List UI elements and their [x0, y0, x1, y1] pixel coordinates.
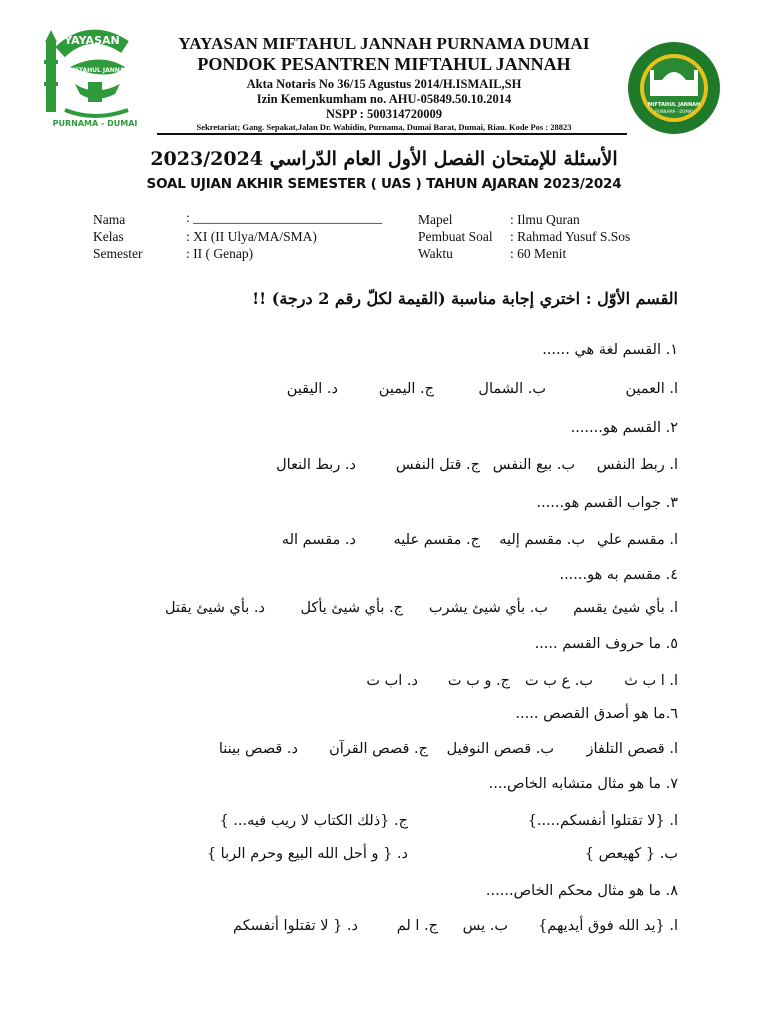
q8-option-b: ب. يس — [462, 918, 508, 934]
q6-option-b: ب. قصص النوفيل — [446, 741, 554, 757]
q5-option-d: د. اب ت — [366, 673, 418, 689]
pembuat-label: Pembuat Soal — [418, 229, 493, 244]
question-6: ٦.ما هو أصدق القصص ..... — [515, 706, 678, 722]
q4-option-d: د. بأي شيئ يقتل — [164, 600, 265, 616]
address-line: Sekretariat; Gang. Sepakat,Jalan Dr. Wahidin, Purnama, Dumai Barat, Dumai, Riau. Kode Pos : 28823 — [196, 122, 572, 132]
logo-inner-text: MIFTAHUL JANNAH — [647, 102, 701, 108]
question-4: ٤. مقسم به هو...... — [559, 567, 678, 583]
q2-option-d: د. ربط النعال — [276, 457, 356, 473]
q1-option-d: د. اليقين — [286, 381, 338, 397]
q5-option-c: ج. و ب ت — [447, 673, 510, 689]
question-2: ٢. القسم هو....... — [570, 420, 678, 436]
foundation-name: YAYASAN MIFTAHUL JANNAH PURNAMA DUMAI — [178, 34, 590, 53]
exam-title-arabic: الأسئلة للإمتحان الفصل الأول العام الدّراسي 2023/2024 — [150, 148, 618, 170]
question-1: ١. القسم لغة هي ...... — [542, 342, 678, 358]
nama-value: : ____________________________ — [186, 210, 383, 225]
pembuat-value: : Rahmad Yusuf S.Sos — [510, 229, 631, 244]
q7-option-d: د. { و أحل الله البيع وحرم الربا } — [206, 846, 408, 862]
q2-option-c: ج. قتل النفس — [395, 457, 480, 473]
q6-option-d: د. قصص بيننا — [218, 741, 298, 757]
permit-line: Izin Kemenkumham no. AHU-05849.50.10.2014 — [256, 92, 512, 106]
q5-option-b: ب. ع ب ت — [524, 673, 593, 689]
question-5: ٥. ما حروف القسم ..... — [534, 636, 678, 652]
school-name: PONDOK PESANTREN MIFTAHUL JANNAH — [197, 54, 571, 74]
exam-title-english: SOAL UJIAN AKHIR SEMESTER ( UAS ) TAHUN AJARAN 2023/2024 — [146, 176, 622, 192]
logo-sub-text: PURNAMA - DUMAI — [655, 109, 693, 114]
q8-option-c: ج. ا لم — [396, 918, 438, 934]
q3-option-d: د. مقسم اله — [281, 532, 356, 548]
semester-value: : II ( Genap) — [186, 246, 254, 261]
q4-option-c: ج. بأي شيئ يأكل — [300, 600, 403, 616]
semester-label: Semester — [93, 246, 143, 261]
q8-option-d: د. { لا تقتلوا أنفسكم — [232, 918, 358, 934]
mapel-label: Mapel — [418, 212, 453, 227]
section-heading: القسم الأوّل : اختري إجابة مناسبة (القيمة لكلّ رقم 2 درجة) !! — [252, 289, 678, 308]
q3-option-c: ج. مقسم عليه — [393, 532, 480, 548]
question-8: ٨. ما هو مثال محكم الخاص...... — [485, 883, 678, 899]
q1-option-c: ج. اليمين — [378, 381, 434, 397]
mapel-value: : Ilmu Quran — [510, 212, 580, 227]
kelas-label: Kelas — [93, 229, 124, 244]
logo-top-text: YAYASAN — [64, 34, 120, 47]
q2-option-a: ا. ربط النفس — [596, 457, 678, 473]
q1-option-b: ب. الشمال — [478, 381, 546, 397]
q6-option-c: ج. قصص القرآن — [329, 741, 428, 757]
waktu-value: : 60 Menit — [510, 246, 567, 261]
header-divider — [157, 133, 627, 135]
question-3: ٣. جواب القسم هو...... — [536, 495, 678, 511]
q8-option-a: ا. {يد الله فوق أيديهم} — [538, 918, 678, 934]
nspp-line: NSPP : 500314720009 — [326, 107, 442, 121]
q7-option-c: ج. {ذلك الكتاب لا ريب فيه... } — [219, 813, 408, 829]
kelas-value: : XI (II Ulya/MA/SMA) — [186, 229, 317, 244]
nama-label: Nama — [93, 212, 126, 227]
q6-option-a: ا. قصص التلفاز — [586, 741, 678, 757]
q7-option-b: ب. { كهيعص } — [584, 846, 678, 862]
logo-bottom-text: PURNAMA - DUMAI — [52, 119, 138, 128]
q4-option-a: ا. بأي شيئ يقسم — [573, 600, 678, 616]
q7-option-a: ا. {لا تقتلوا أنفسكم.....} — [527, 813, 678, 829]
q3-option-b: ب. مقسم إليه — [499, 532, 585, 548]
logo-mid-text: MIFTAHUL JANNAH — [66, 67, 130, 74]
question-7: ٧. ما هو مثال متشابه الخاص.... — [488, 776, 678, 792]
q2-option-b: ب. بيع النفس — [492, 457, 575, 473]
notary-line: Akta Notaris No 36/15 Agustus 2014/H.ISMAIL,SH — [246, 77, 522, 91]
q4-option-b: ب. بأي شيئ يشرب — [428, 600, 548, 616]
q5-option-a: ا. ا ب ث — [624, 673, 678, 689]
q3-option-a: ا. مقسم علي — [596, 532, 678, 548]
waktu-label: Waktu — [418, 246, 453, 261]
q1-option-a: ا. العمين — [625, 381, 678, 397]
